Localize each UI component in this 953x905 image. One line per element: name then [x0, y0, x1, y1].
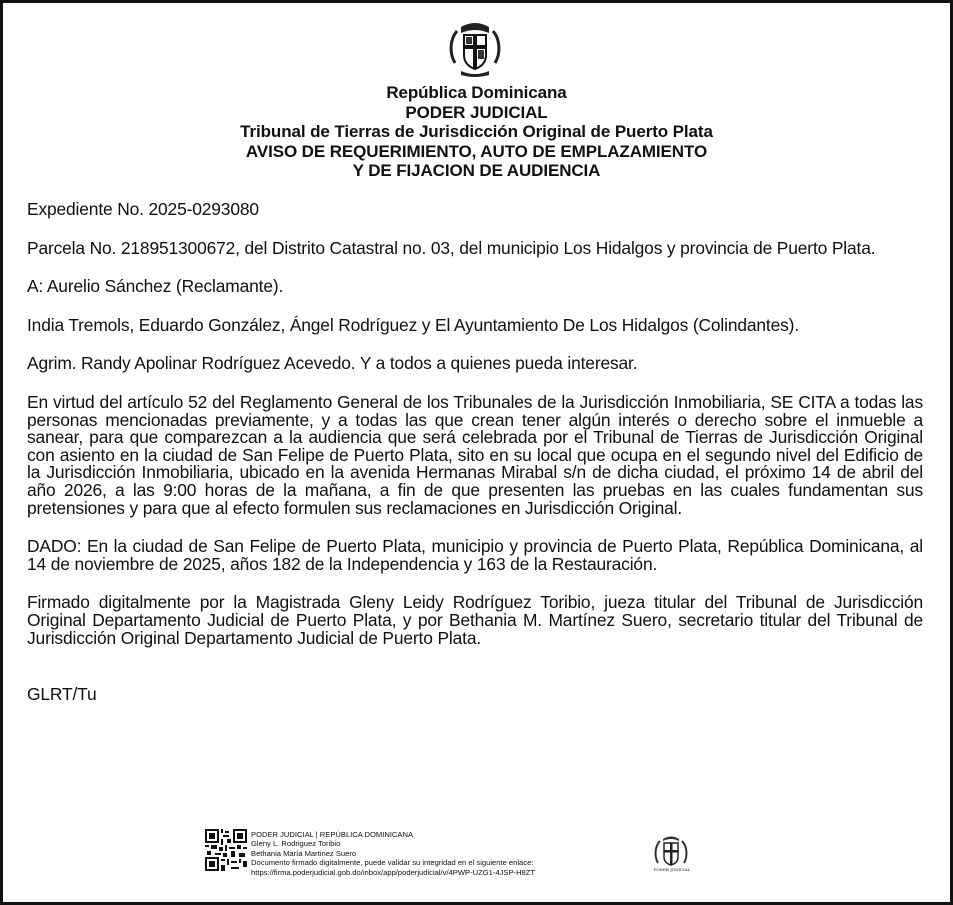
notice-header — [3, 83, 950, 181]
colindantes-paragraph: India Tremols, Eduardo González, Ángel Rodríguez y El Ayuntamiento De Los Hidalgos (Colindantes). — [27, 314, 800, 335]
agrimensor-paragraph: Agrim. Randy Apolinar Rodríguez Acevedo. Y a todos a quienes pueda interesar. — [27, 353, 638, 374]
tribunal-title: Tribunal de Tierras de Jurisdicción Original de Puerto Plata — [240, 122, 713, 141]
qr-code-icon[interactable] — [205, 829, 247, 871]
signature-paragraph: Firmado digitalmente por la Magistrada Gleny Leidy Rodríguez Toribio, jueza titular del Tribunal de Jurisdicción Original Departamento Judicial de Puerto Plata, y por Bethania M. Martínez Suero, secretario titular del Tribunal de Jurisdicción Original Departamento Judicial de Puerto Plata. — [27, 592, 923, 648]
signer-2: Bethania María Martinez Suero — [251, 848, 357, 858]
signer-1: Gleny L. Rodriguez Toribio — [251, 839, 341, 849]
notice-body — [27, 201, 923, 704]
institution-title: PODER JUDICIAL — [405, 102, 548, 122]
notice-title: AVISO DE REQUERIMIENTO, AUTO DE EMPLAZAMIENTO — [245, 141, 708, 161]
validation-link[interactable]: https://firma.poderjudicial.gob.do/inbox/app/poderjudicial/v/4PWP-UZG1-4JSP-H8ZT — [251, 867, 536, 877]
parcela-paragraph: Parcela No. 218951300672, del Distrito Catastral no. 03, del municipio Los Hidalgos y provincia de Puerto Plata. — [27, 237, 876, 258]
coat-of-arms-icon — [447, 19, 503, 79]
citation-paragraph: En virtud del artículo 52 del Reglamento General de los Tribunales de la Jurisdicción Inmobiliaria, SE CITA a todas las personas mencionadas previamente, y a todas las que crean tener algún interés o derecho sobre el inmueble a sanear, para que comparezcan a la audiencia que será celebrada por el Tribunal de Tierras de Jurisdicción Original con asiento en la ciudad de San Felipe de Puerto Plata, sito en su local que ocupa en el segundo nivel del Edificio de la Jurisdicción Inmobiliaria, ubicado en la avenida Hermanas Mirabal s/n de dicha ciudad, el próximo 14 de abril del año 2026, a las 9:00 horas de la mañana, a fin de que presenten las pruebas en las cuales fundamentan sus pretensiones y para que al efecto formulen sus reclamaciones en Jurisdicción Original. — [27, 391, 923, 518]
dado-paragraph: DADO: En la ciudad de San Felipe de Puerto Plata, municipio y provincia de Puerto Plata, República Dominicana, al 14 de noviembre de 2025, años 182 de la Independencia y 163 de la Restauración. — [27, 536, 923, 574]
signature-org: PODER JUDICIAL | REPÚBLICA DOMINICANA — [251, 830, 414, 839]
reclamante-paragraph: A: Aurelio Sánchez (Reclamante). — [27, 276, 284, 297]
initials: GLRT/Tu — [27, 684, 97, 705]
seal-caption: PODER JUDICIAL — [653, 867, 691, 872]
country-title: República Dominicana — [386, 83, 567, 102]
notice-subtitle: Y DE FIJACION DE AUDIENCIA — [352, 161, 601, 180]
digital-signature-block — [251, 830, 641, 877]
expediente-number: Expediente No. 2025-0293080 — [27, 199, 259, 219]
validation-note: Documento firmado digitalmente, puede validar su integridad en el siguiente enlace: — [251, 858, 534, 868]
